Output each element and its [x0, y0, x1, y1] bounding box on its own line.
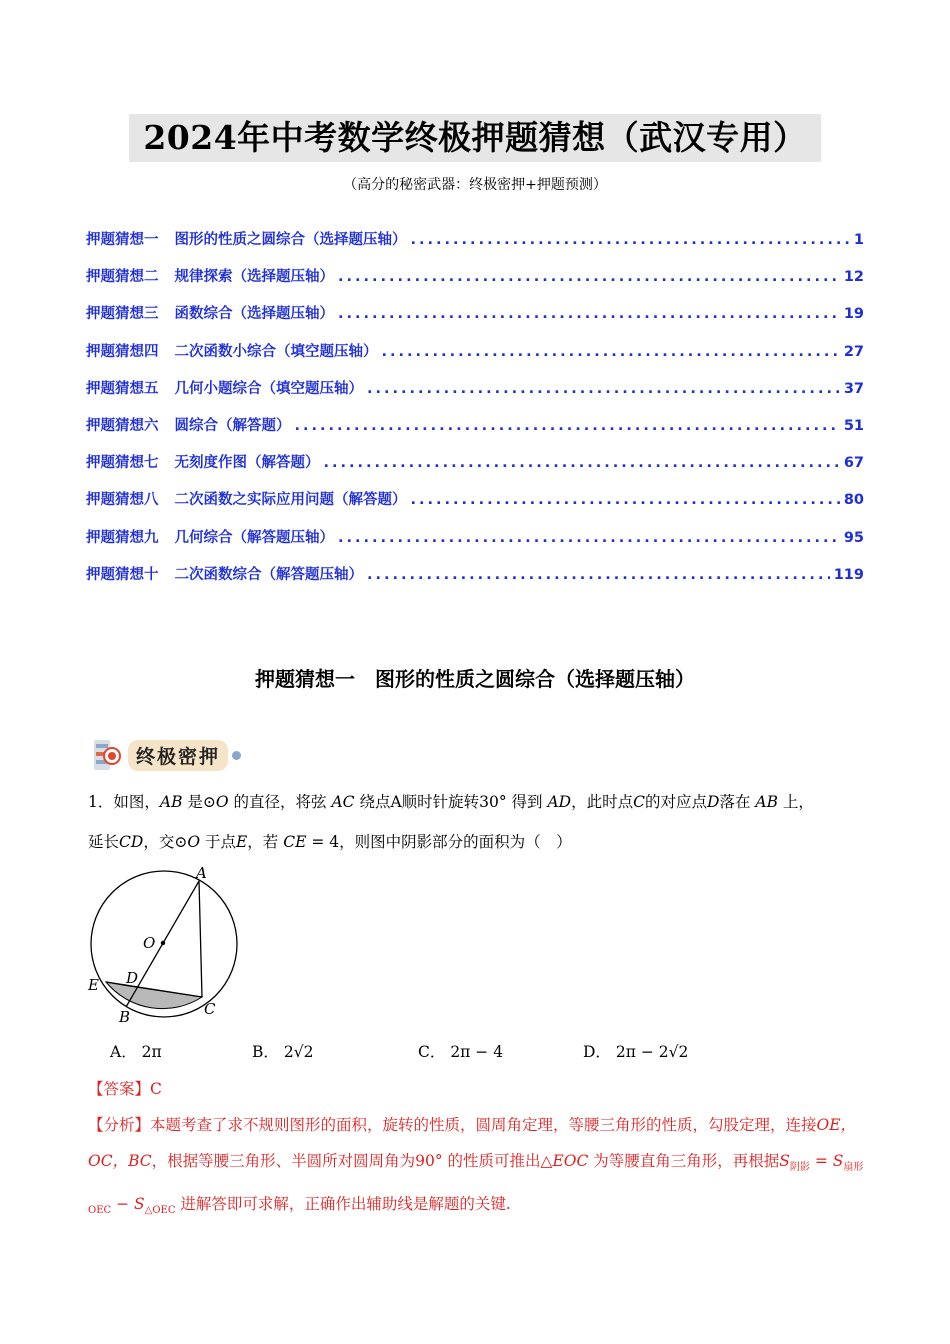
- title-wrap: [0, 114, 950, 162]
- math: CD: [119, 833, 144, 851]
- label-b: B: [119, 1008, 131, 1026]
- toc-title: 无刻度作图（解答题）: [174, 455, 320, 472]
- toc-page: 1: [853, 232, 864, 248]
- toc-number: 押题猜想三: [86, 306, 159, 323]
- center-point: [161, 941, 165, 945]
- subscript: 扇形OEC: [88, 1162, 864, 1217]
- text: 上，: [777, 793, 814, 811]
- answer-options: [110, 1040, 710, 1064]
- toc-page: 80: [843, 492, 864, 509]
- text: 是⊙: [182, 793, 216, 811]
- math: O: [187, 833, 201, 851]
- section-title: 图形的性质之圆综合（选择题压轴）: [375, 667, 695, 691]
- text: 落在: [719, 793, 756, 811]
- toc-title: 二次函数综合（解答题压轴）: [174, 566, 363, 583]
- toc-page: 95: [843, 529, 864, 546]
- toc-number: 押题猜想十: [86, 566, 159, 583]
- section-number: 押题猜想一: [255, 667, 355, 691]
- label-a: A: [196, 864, 207, 882]
- subscript: △OEC: [144, 1205, 176, 1217]
- table-of-contents: [86, 228, 864, 600]
- text: ，根据等腰三角形、半圆所对圆周角为90° 的性质可推出△: [151, 1152, 553, 1170]
- math: AC: [331, 793, 355, 811]
- section-heading: [0, 663, 950, 692]
- text: ，若: [247, 833, 284, 851]
- section-badge: [92, 738, 241, 772]
- option-a[interactable]: [110, 1040, 162, 1062]
- option-label: D．: [583, 1043, 611, 1061]
- option-value: 2π − 4: [450, 1043, 504, 1061]
- target-icon: [92, 738, 122, 772]
- toc-leader: [324, 455, 840, 471]
- option-d[interactable]: [583, 1040, 688, 1062]
- toc-row[interactable]: [86, 377, 864, 414]
- math: S: [779, 1152, 790, 1170]
- math: EOC: [552, 1152, 589, 1170]
- math: D: [707, 793, 720, 811]
- toc-leader: [338, 530, 840, 546]
- toc-number: 押题猜想一: [86, 232, 159, 248]
- option-c[interactable]: [418, 1040, 503, 1062]
- badge-label: 终极密押: [128, 740, 228, 771]
- page-subtitle: （高分的秘密武器：终极密押+押题预测）: [343, 177, 607, 193]
- toc-leader: [338, 269, 840, 285]
- option-value: 2π: [141, 1043, 162, 1061]
- answer-tag: 【答案】: [88, 1080, 151, 1098]
- text: 进解答即可求解，正确作出辅助线是解题的关键.: [175, 1195, 511, 1214]
- math: AB: [755, 793, 778, 811]
- option-b[interactable]: [252, 1040, 313, 1062]
- subscript: 阴影: [789, 1162, 810, 1174]
- toc-leader: [411, 492, 840, 508]
- option-value: 2√2: [283, 1043, 314, 1061]
- toc-row[interactable]: [86, 302, 864, 339]
- math: C: [633, 793, 645, 811]
- toc-title: 几何小题综合（填空题压轴）: [174, 380, 363, 397]
- math: OE，OC，BC: [88, 1116, 857, 1170]
- toc-number: 押题猜想四: [86, 343, 159, 360]
- toc-number: 押题猜想八: [86, 492, 159, 509]
- text: ，此时点: [571, 793, 634, 811]
- toc-number: 押题猜想二: [86, 269, 159, 286]
- text: 的对应点: [645, 793, 708, 811]
- label-c: C: [204, 1000, 216, 1018]
- math: CE: [283, 833, 307, 851]
- text: 为等腰直角三角形，再根据: [588, 1152, 780, 1170]
- toc-row[interactable]: [86, 228, 864, 265]
- toc-leader: [382, 344, 840, 360]
- option-label: B．: [252, 1043, 279, 1061]
- toc-page: 37: [843, 380, 864, 397]
- text: =: [809, 1152, 833, 1170]
- toc-page: 119: [833, 566, 864, 583]
- geometry-figure: [86, 862, 246, 1027]
- math: E: [235, 833, 248, 851]
- toc-number: 押题猜想九: [86, 529, 159, 546]
- text: 本题考查了求不规则图形的面积，旋转的性质，圆周角定理，等腰三角形的性质，勾股定理，连接: [150, 1116, 817, 1134]
- answer-value: C: [150, 1080, 162, 1098]
- toc-row[interactable]: [86, 563, 864, 600]
- math: AB: [159, 793, 183, 811]
- toc-page: 19: [843, 306, 864, 323]
- toc-leader: [295, 418, 840, 434]
- toc-leader: [338, 306, 840, 322]
- option-label: A．: [110, 1043, 137, 1061]
- math: S: [832, 1152, 844, 1170]
- toc-number: 押题猜想七: [86, 455, 159, 472]
- toc-leader: [367, 381, 840, 397]
- question-line-2: [88, 830, 572, 852]
- text: 1．如图，: [88, 793, 160, 811]
- text: = 4，则图中阴影部分的面积为（ ）: [306, 833, 572, 851]
- toc-leader: [367, 567, 830, 583]
- toc-page: 51: [843, 417, 864, 434]
- toc-row[interactable]: [86, 265, 864, 302]
- toc-title: 规律探索（选择题压轴）: [174, 269, 334, 286]
- text: 绕点A顺时针旋转30° 得到: [354, 793, 548, 811]
- toc-row[interactable]: [86, 488, 864, 525]
- label-d: D: [126, 969, 139, 987]
- text: ，交⊙: [143, 833, 188, 851]
- toc-title: 函数综合（选择题压轴）: [174, 306, 334, 323]
- question-line-1: [88, 790, 814, 812]
- toc-page: 12: [843, 269, 864, 286]
- dot-icon: [232, 751, 241, 760]
- toc-row[interactable]: [86, 340, 864, 377]
- option-value: 2π − 2√2: [615, 1043, 689, 1061]
- toc-number: 押题猜想六: [86, 417, 159, 434]
- label-o: O: [143, 934, 156, 952]
- toc-title: 几何综合（解答题压轴）: [174, 529, 334, 546]
- toc-title: 图形的性质之圆综合（选择题压轴）: [174, 232, 407, 248]
- toc-title: 二次函数之实际应用问题（解答题）: [174, 492, 407, 509]
- answer-line: [88, 1077, 162, 1099]
- text: 的直径，将弦: [228, 793, 332, 811]
- toc-leader: [411, 232, 850, 248]
- toc-row[interactable]: [86, 414, 864, 451]
- text: 于点: [200, 833, 236, 851]
- analysis-paragraph: [88, 1107, 864, 1229]
- math: O: [215, 793, 229, 811]
- option-label: C．: [418, 1043, 446, 1061]
- toc-row[interactable]: [86, 451, 864, 488]
- toc-page: 67: [843, 455, 864, 472]
- toc-row[interactable]: [86, 526, 864, 563]
- toc-page: 27: [843, 343, 864, 360]
- page-title: 2024年中考数学终极押题猜想（武汉专用）: [129, 114, 820, 162]
- math: S: [134, 1195, 145, 1214]
- segment-ac: [199, 881, 202, 997]
- text: 延长: [88, 833, 120, 851]
- toc-title: 圆综合（解答题）: [174, 417, 291, 434]
- label-e: E: [88, 976, 99, 994]
- math: AD: [547, 793, 572, 811]
- toc-number: 押题猜想五: [86, 380, 159, 397]
- text: −: [111, 1195, 134, 1214]
- toc-title: 二次函数小综合（填空题压轴）: [174, 343, 378, 360]
- analysis-tag: 【分析】: [88, 1116, 151, 1134]
